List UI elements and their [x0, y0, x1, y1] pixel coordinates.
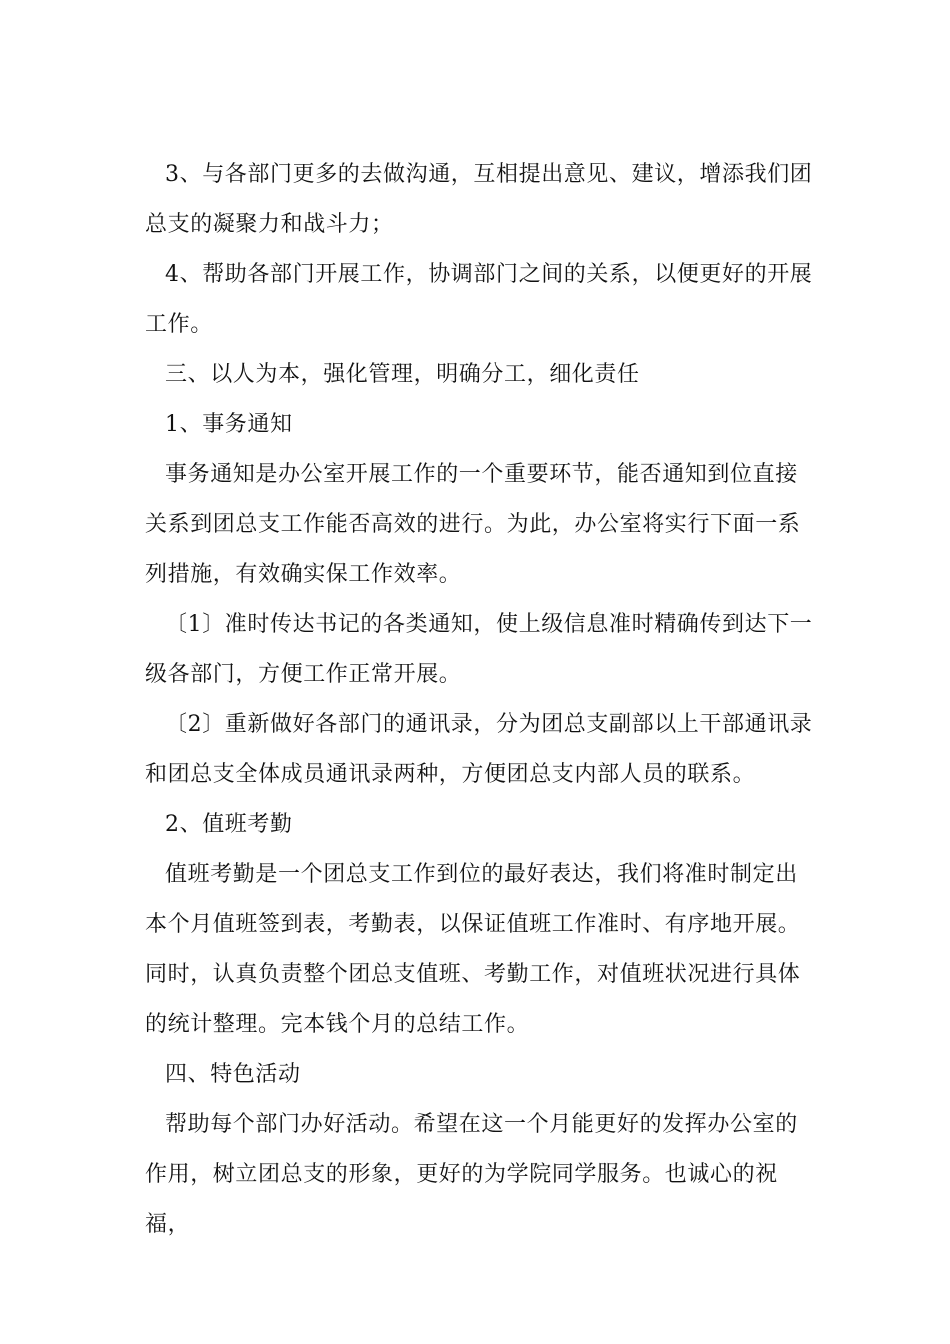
paragraph-item-4: 4、帮助各部门开展工作，协调部门之间的关系，以便更好的开展工作。	[145, 262, 813, 337]
section-heading-four: 四、特色活动	[165, 1062, 301, 1087]
paragraph-affairs-notice: 事务通知是办公室开展工作的一个重要环节，能否通知到位直接关系到团总支工作能否高效的进行。为此，办公室将实行下面一系列措施，有效确实保工作效率。	[145, 462, 801, 587]
document-body	[145, 150, 815, 1250]
paragraph-item-3: 3、与各部门更多的去做沟通，互相提出意见、建议，增添我们团总支的凝聚力和战斗力；	[145, 162, 813, 237]
paragraph-special-activities: 帮助每个部门办好活动。希望在这一个月能更好的发挥办公室的作用，树立团总支的形象，更好的为学院同学服务。也诚心的祝福，	[145, 1112, 798, 1237]
subheading-duty-attendance: 2、值班考勤	[165, 812, 293, 837]
paragraph-duty-attendance: 值班考勤是一个团总支工作到位的最好表达，我们将准时制定出本个月值班签到表，考勤表，以保证值班工作准时、有序地开展。同时，认真负责整个团总支值班、考勤工作，对值班状况进行具体的统计整理。完本钱个月的总结工作。	[145, 862, 801, 1037]
subheading-affairs-notice: 1、事务通知	[165, 412, 293, 437]
paragraph-notice-item-1: 〔1〕准时传达书记的各类通知，使上级信息准时精确传到达下一级各部门，方便工作正常开展。	[145, 612, 813, 687]
section-heading-three: 三、以人为本，强化管理，明确分工，细化责任	[165, 362, 640, 387]
paragraph-notice-item-2: 〔2〕重新做好各部门的通讯录，分为团总支副部以上干部通讯录和团总支全体成员通讯录两种，方便团总支内部人员的联系。	[145, 712, 813, 787]
